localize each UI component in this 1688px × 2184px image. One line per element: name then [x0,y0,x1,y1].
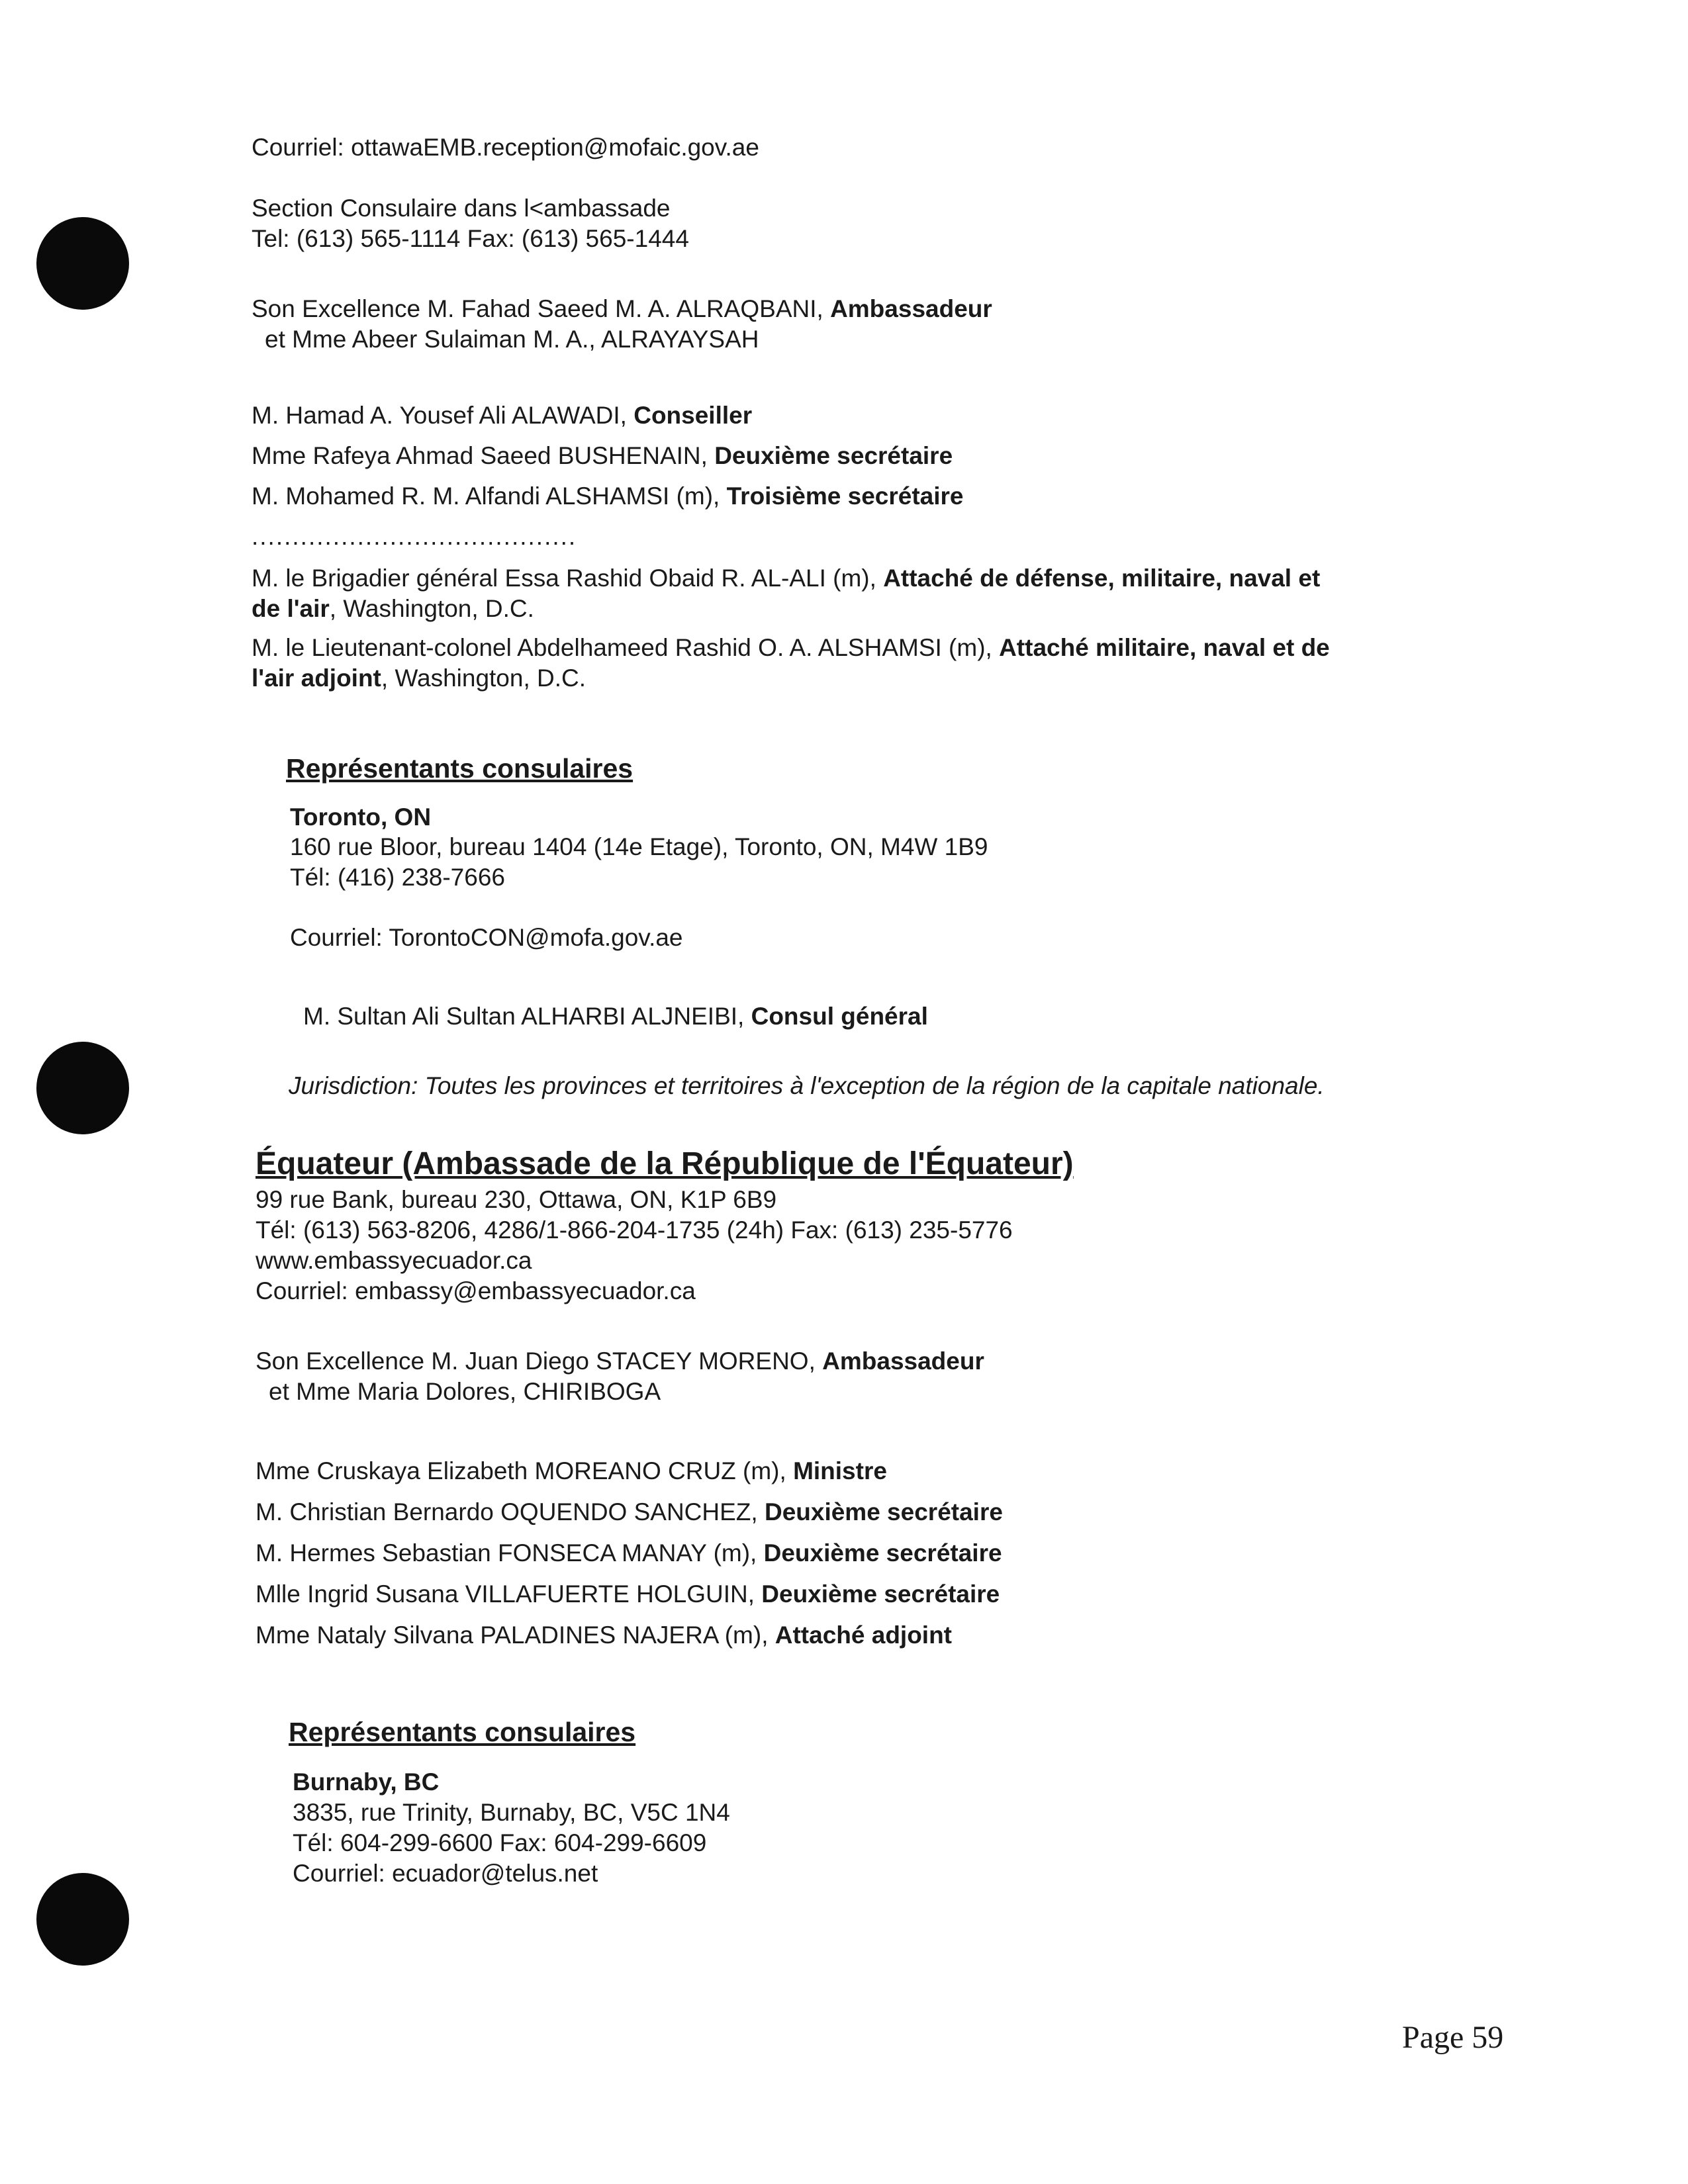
ecuador-staff-name: Mlle Ingrid Susana VILLAFUERTE HOLGUIN, [256,1580,762,1608]
uae-consul-title: Consul général [751,1003,928,1030]
ecuador-staff-row [256,1579,1000,1610]
ecuador-consular-address: 3835, rue Trinity, Burnaby, BC, V5C 1N4 [293,1799,730,1826]
ecuador-staff-title: Deuxième secrétaire [764,1498,1003,1525]
ecuador-staff-name: Mme Cruskaya Elizabeth MOREANO CRUZ (m), [256,1457,794,1484]
ecuador-staff-title: Deuxième secrétaire [761,1580,1000,1608]
uae-attache-title: l'air adjoint [252,664,381,692]
uae-attache-title: Attaché militaire, naval et de [999,634,1330,661]
uae-consul-name: M. Sultan Ali Sultan ALHARBI ALJNEIBI, [303,1003,751,1030]
uae-staff-title: Conseiller [633,402,753,429]
uae-staff-name: M. Mohamed R. M. Alfandi ALSHAMSI (m), [252,482,727,510]
ecuador-staff-row [256,1538,1002,1569]
ecuador-staff-name: M. Christian Bernardo OQUENDO SANCHEZ, [256,1498,765,1525]
uae-attache-location: , Washington, D.C. [381,664,586,692]
uae-ambassador-name: Son Excellence M. Fahad Saeed M. A. ALRAQBANI, [252,295,831,322]
uae-attache-line [252,633,1330,663]
uae-email: Courriel: ottawaEMB.reception@mofaic.gov.ae [252,134,759,161]
uae-attache-name: M. le Lieutenant-colonel Abdelhameed Rashid O. A. ALSHAMSI (m), [252,634,1000,661]
ecuador-staff-title: Ministre [793,1457,887,1484]
uae-attache-line [252,594,534,624]
ecuador-email: Courriel: embassy@embassyecuador.ca [256,1277,696,1304]
uae-staff-name: Mme Rafeya Ahmad Saeed BUSHENAIN, [252,442,715,469]
uae-consular-email: Courriel: TorontoCON@mofa.gov.ae [290,924,683,951]
uae-staff-row [252,481,964,512]
uae-attache-name: M. le Brigadier général Essa Rashid Obaid R. AL-ALI (m), [252,565,884,592]
ecuador-staff-row [256,1497,1003,1527]
ecuador-phone: Tél: (613) 563-8206, 4286/1-866-204-1735 (24h) Fax: (613) 235-5776 [256,1216,1013,1244]
uae-attache-title: de l'air [252,595,330,622]
uae-ambassador-spouse: et Mme Abeer Sulaiman M. A., ALRAYAYSAH [265,326,759,353]
ecuador-website: www.embassyecuador.ca [256,1247,532,1274]
uae-ambassador-title: Ambassadeur [830,295,992,322]
uae-staff-title: Deuxième secrétaire [714,442,953,469]
uae-staff-row [252,441,953,471]
ecuador-staff-title: Attaché adjoint [774,1621,953,1649]
uae-consular-phone: Tel: (613) 565-1114 Fax: (613) 565-1444 [252,225,689,252]
uae-consular-phone: Tél: (416) 238-7666 [290,864,505,891]
uae-attache-line [252,563,1320,594]
ecuador-staff-name: Mme Nataly Silvana PALADINES NAJERA (m), [256,1621,775,1649]
uae-consular-heading: Représentants consulaires [286,753,633,784]
ecuador-consular-email: Courriel: ecuador@telus.net [293,1860,598,1887]
uae-consular-address: 160 rue Bloor, bureau 1404 (14e Etage), Toronto, ON, M4W 1B9 [290,833,988,860]
binder-hole-top [36,217,129,310]
ecuador-consular-phone: Tél: 604-299-6600 Fax: 604-299-6609 [293,1829,707,1856]
ecuador-ambassador-name: Son Excellence M. Juan Diego STACEY MORENO, [256,1347,823,1375]
ecuador-heading: Équateur (Ambassade de la République de l'Équateur) [256,1146,1074,1181]
ecuador-address: 99 rue Bank, bureau 230, Ottawa, ON, K1P 6B9 [256,1186,777,1213]
binder-hole-middle [36,1042,129,1134]
ecuador-ambassador [256,1346,984,1377]
dotted-separator: ........................................ [252,523,577,550]
ecuador-ambassador-title: Ambassadeur [822,1347,984,1375]
uae-consular-city: Toronto, ON [290,803,432,831]
uae-attache-line [252,663,586,694]
uae-consular-section: Section Consulaire dans l<ambassade [252,195,671,222]
ecuador-staff-row [256,1620,952,1651]
uae-consul-general [303,1001,928,1032]
binder-hole-bottom [36,1873,129,1966]
uae-staff-name: M. Hamad A. Yousef Ali ALAWADI, [252,402,634,429]
uae-staff-row [252,400,752,431]
ecuador-consular-heading: Représentants consulaires [289,1717,636,1747]
ecuador-staff-title: Deuxième secrétaire [763,1539,1002,1567]
ecuador-consular-city: Burnaby, BC [293,1768,440,1796]
ecuador-staff-name: M. Hermes Sebastian FONSECA MANAY (m), [256,1539,764,1567]
uae-jurisdiction: Jurisdiction: Toutes les provinces et territoires à l'exception de la région de la capitale nationale. [289,1072,1325,1099]
ecuador-staff-row [256,1456,887,1486]
uae-staff-title: Troisième secrétaire [726,482,964,510]
uae-ambassador [252,294,992,324]
page-number: Page 59 [1402,2020,1504,2055]
ecuador-ambassador-spouse: et Mme Maria Dolores, CHIRIBOGA [269,1378,661,1405]
uae-attache-location: , Washington, D.C. [329,595,534,622]
uae-attache-title: Attaché de défense, militaire, naval et [883,565,1321,592]
